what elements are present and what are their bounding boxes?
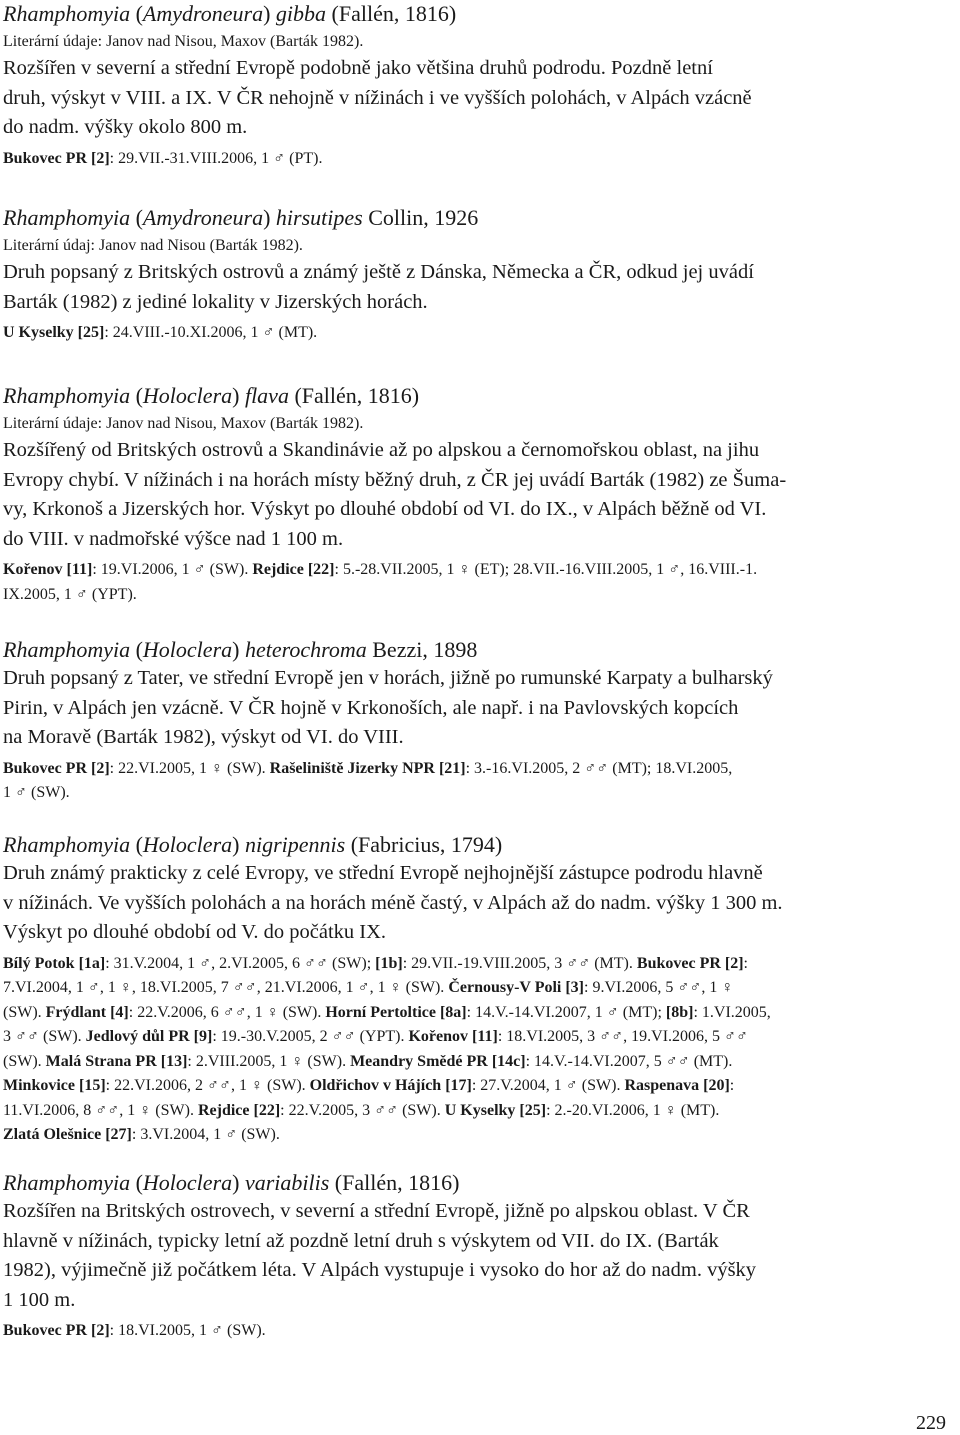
- record-line: [3, 1074, 955, 1099]
- locality-name: Rašeliniště Jizerky NPR [21]: [269, 759, 466, 777]
- records: [3, 558, 955, 607]
- description-line: 1982), výjimečně již počátkem léta. V Alpách vystupuje i vysoko do hor až do nadm. výšky: [3, 1259, 757, 1281]
- record-line: [3, 1319, 955, 1344]
- record-line: [3, 757, 955, 782]
- genus-name: Rhamphomyia: [3, 832, 131, 857]
- record-line: [3, 781, 955, 806]
- locality-name: Černousy-V Poli [3]: [448, 979, 585, 996]
- species-entry-variabilis: [3, 1169, 955, 1344]
- species-author: (Fallén, 1816): [331, 1, 457, 26]
- species-description: [3, 664, 955, 753]
- locality-name: Rejdice [22]: [252, 561, 335, 578]
- record-text: : 3.VI.2004, 1 ♂ (SW).: [131, 1126, 280, 1143]
- description-line: Druh popsaný z Tater, ve střední Evropě jen v horách, jižně po rumunské Karpaty a bulharský: [3, 667, 773, 689]
- record-text: (SW).: [3, 1052, 46, 1070]
- record-text: : 22.V.2006, 6 ♂♂, 1 ♀ (SW).: [128, 1003, 326, 1021]
- subgenus-name: Holoclera: [142, 383, 233, 408]
- description-line: na Moravě (Barták 1982), výskyt od VI. do VIII.: [3, 726, 404, 748]
- record-text: : 22.VI.2005, 1 ♀ (SW).: [109, 759, 270, 777]
- locality-name: Bukovec PR [2]: [3, 149, 110, 167]
- species-author: (Fallén, 1816): [334, 1170, 460, 1195]
- species-title: Rhamphomyia (Holoclera) heterochroma Bezzi, 1898: [3, 637, 478, 662]
- record-text: :: [743, 954, 748, 972]
- species-author: (Fallén, 1816): [294, 383, 420, 408]
- record-text: 1 ♂ (SW).: [3, 784, 70, 801]
- subgenus-name: Holoclera: [142, 832, 233, 857]
- records: [3, 757, 955, 806]
- species-epithet: nigripennis: [244, 832, 346, 857]
- record-text: : 14.V.-14.VI.2007, 1 ♂ (MT);: [466, 1003, 666, 1021]
- species-epithet: heterochroma: [244, 637, 367, 662]
- record-text: 11.VI.2006, 8 ♂♂, 1 ♀ (SW).: [3, 1101, 198, 1119]
- locality-name: Raspenava [20]: [624, 1077, 730, 1094]
- description-line: 1 100 m.: [3, 1288, 76, 1311]
- record-line: [3, 1050, 955, 1075]
- locality-name: Horní Pertoltice [8a]: [325, 1003, 467, 1021]
- record-text: : 14.V.-14.VI.2007, 5 ♂♂ (MT).: [525, 1052, 733, 1070]
- records: [3, 1319, 955, 1344]
- species-epithet: gibba: [275, 1, 327, 26]
- locality-name: Zlatá Olešnice [27]: [3, 1126, 132, 1143]
- subgenus-name: Holoclera: [142, 1170, 233, 1195]
- species-epithet: flava: [244, 383, 289, 408]
- description-line: v nížinách. Ve vyšších polohách a na horách méně častý, v Alpách až do nadm. výšky 1 300 m.: [3, 891, 783, 914]
- subgenus-name: Holoclera: [142, 637, 233, 662]
- species-author: Bezzi, 1898: [372, 637, 478, 662]
- locality-name: Bukovec PR [2]: [3, 1322, 110, 1339]
- record-line: [3, 1025, 955, 1050]
- literature-note: Literární údaje: Janov nad Nisou, Maxov (Barták 1982).: [3, 33, 364, 50]
- species-description: [3, 436, 955, 554]
- record-text: : 29.VII.-31.VIII.2006, 1 ♂ (PT).: [109, 149, 323, 167]
- species-title: Rhamphomyia (Amydroneura) hirsutipes Collin, 1926: [3, 205, 479, 230]
- record-line: [3, 976, 955, 1001]
- locality-name: Rejdice [22]: [197, 1101, 281, 1119]
- description-line: do nadm. výšky okolo 800 m.: [3, 116, 248, 138]
- species-entry-heterochroma: [3, 636, 955, 806]
- record-line: [3, 321, 955, 346]
- locality-name: Oldřichov v Hájích [17]: [309, 1077, 472, 1094]
- species-title: Rhamphomyia (Holoclera) variabilis (Fallén, 1816): [3, 1170, 460, 1195]
- description-line: Barták (1982) z jediné lokality v Jizerských horách.: [3, 290, 428, 313]
- locality-name: [1b]: [375, 954, 403, 972]
- description-line: Druh známý prakticky z celé Evropy, ve střední Evropě nejhojnější zástupce podrodu hlavně: [3, 862, 763, 884]
- locality-name: Bukovec PR [2]: [3, 759, 110, 777]
- locality-name: U Kyselky [25]: [3, 324, 105, 341]
- locality-name: Meandry Smědé PR [14c]: [350, 1052, 526, 1070]
- species-description: [3, 54, 955, 143]
- species-author: (Fabricius, 1794): [350, 832, 503, 857]
- record-text: : 9.VI.2006, 5 ♂♂, 1 ♀: [584, 979, 734, 996]
- species-epithet: hirsutipes: [275, 205, 363, 230]
- species-title: Rhamphomyia (Holoclera) flava (Fallén, 1816): [3, 383, 420, 408]
- description-line: Rozšířen v severní a střední Evropě podobně jako většina druhů podrodu. Pozdně letní: [3, 57, 713, 79]
- record-text: : 19.VI.2006, 1 ♂ (SW).: [92, 561, 253, 578]
- genus-name: Rhamphomyia: [3, 1170, 131, 1195]
- record-text: : 5.-28.VII.2005, 1 ♀ (ET); 28.VII.-16.VIII.2005, 1 ♂, 16.VIII.-1.: [334, 561, 758, 578]
- record-line: [3, 1099, 955, 1124]
- description-line: Pirin, v Alpách jen vzácně. V ČR hojně v Krkonoších, ale např. i na Pavlovských kopcích: [3, 696, 739, 719]
- record-line: [3, 583, 955, 608]
- species-entry-hirsutipes: [3, 204, 955, 346]
- genus-name: Rhamphomyia: [3, 1, 131, 26]
- species-title: Rhamphomyia (Amydroneura) gibba (Fallén, 1816): [3, 1, 457, 26]
- record-line: [3, 558, 955, 583]
- species-entry-nigripennis: [3, 831, 955, 1148]
- record-line: [3, 1123, 955, 1148]
- record-text: IX.2005, 1 ♂ (YPT).: [3, 585, 137, 603]
- species-entry-flava: [3, 382, 955, 607]
- species-title: Rhamphomyia (Holoclera) nigripennis (Fabricius, 1794): [3, 832, 503, 857]
- description-line: Rozšířený od Britských ostrovů a Skandinávie až po alpskou a černomořskou oblast, na jihu: [3, 439, 760, 461]
- locality-name: [8b]: [665, 1003, 694, 1021]
- record-line: [3, 952, 955, 977]
- record-text: : 2.-20.VI.2006, 1 ♀ (MT).: [546, 1101, 720, 1119]
- record-text: : 3.-16.VI.2005, 2 ♂♂ (MT); 18.VI.2005,: [465, 759, 733, 777]
- locality-name: Minkovice [15]: [3, 1077, 106, 1094]
- locality-name: Kořenov [11]: [3, 561, 93, 578]
- record-line: [3, 147, 955, 172]
- record-text: : 31.V.2004, 1 ♂, 2.VI.2005, 6 ♂♂ (SW);: [105, 954, 376, 972]
- record-text: : 24.VIII.-10.XI.2006, 1 ♂ (MT).: [104, 324, 318, 341]
- locality-name: Kořenov [11]: [408, 1028, 498, 1045]
- locality-name: Jedlový důl PR [9]: [85, 1028, 213, 1045]
- genus-name: Rhamphomyia: [3, 205, 131, 230]
- record-text: : 22.VI.2006, 2 ♂♂, 1 ♀ (SW).: [105, 1077, 310, 1094]
- record-text: :: [729, 1077, 735, 1094]
- description-line: Výskyt po dlouhé období od V. do počátku IX.: [3, 921, 387, 943]
- subgenus-name: Amydroneura: [142, 205, 264, 230]
- description-line: Evropy chybí. V nížinách i na horách místy běžný druh, z ČR jej uvádí Barták (1982) ze Šuma-: [3, 468, 787, 491]
- locality-name: Malá Strana PR [13]: [45, 1052, 188, 1070]
- species-author: Collin, 1926: [368, 205, 479, 230]
- page-number: 229: [916, 1412, 946, 1434]
- species-entry-gibba: [3, 0, 955, 171]
- species-description: [3, 258, 955, 317]
- locality-name: Bílý Potok [1a]: [3, 954, 106, 972]
- literature-note: Literární údaje: Janov nad Nisou, Maxov (Barták 1982).: [3, 415, 364, 432]
- description-line: druh, výskyt v VIII. a IX. V ČR nehojně v nížinách i ve vyšších polohách, v Alpách vzácně: [3, 86, 752, 109]
- description-line: do VIII. v nadmořské výšce nad 1 100 m.: [3, 527, 344, 550]
- species-description: [3, 859, 955, 948]
- record-text: : 27.V.2004, 1 ♂ (SW).: [471, 1077, 625, 1094]
- record-text: : 29.VII.-19.VIII.2005, 3 ♂♂ (MT).: [402, 954, 637, 972]
- record-text: : 1.VI.2005,: [693, 1003, 771, 1021]
- description-line: Rozšířen na Britských ostrovech, v severní a střední Evropě, jižně po alpskou oblast. V ČR: [3, 1200, 750, 1222]
- description-line: hlavně v nížinách, typicky letní až pozdně letní druh s výskytem od VII. do IX. (Barták: [3, 1229, 719, 1252]
- record-text: 7.VI.2004, 1 ♂, 1 ♀, 18.VI.2005, 7 ♂♂, 21.VI.2006, 1 ♂, 1 ♀ (SW).: [3, 979, 449, 996]
- locality-name: Bukovec PR [2]: [636, 954, 744, 972]
- record-text: : 2.VIII.2005, 1 ♀ (SW).: [187, 1052, 351, 1070]
- records: [3, 952, 955, 1148]
- record-text: : 18.VI.2005, 3 ♂♂, 19.VI.2006, 5 ♂♂: [497, 1028, 749, 1045]
- locality-name: Frýdlant [4]: [45, 1003, 129, 1021]
- subgenus-name: Amydroneura: [142, 1, 264, 26]
- literature-note: Literární údaj: Janov nad Nisou (Barták 1982).: [3, 237, 303, 254]
- record-text: (SW).: [3, 1003, 46, 1021]
- record-text: : 18.VI.2005, 1 ♂ (SW).: [109, 1322, 266, 1339]
- record-line: [3, 1001, 955, 1026]
- locality-name: U Kyselky [25]: [444, 1101, 547, 1119]
- record-text: : 19.-30.V.2005, 2 ♂♂ (YPT).: [212, 1028, 409, 1045]
- records: [3, 147, 955, 172]
- record-text: : 22.V.2005, 3 ♂♂ (SW).: [280, 1101, 445, 1119]
- genus-name: Rhamphomyia: [3, 383, 131, 408]
- genus-name: Rhamphomyia: [3, 637, 131, 662]
- description-line: vy, Krkonoš a Jizerských hor. Výskyt po dlouhé období od VI. do IX., v Alpách běžně od VI.: [3, 498, 767, 520]
- records: [3, 321, 955, 346]
- species-description: [3, 1197, 955, 1315]
- description-line: Druh popsaný z Britských ostrovů a známý ještě z Dánska, Německa a ČR, odkud jej uvádí: [3, 261, 754, 283]
- record-text: 3 ♂♂ (SW).: [3, 1028, 86, 1045]
- species-epithet: variabilis: [244, 1170, 330, 1195]
